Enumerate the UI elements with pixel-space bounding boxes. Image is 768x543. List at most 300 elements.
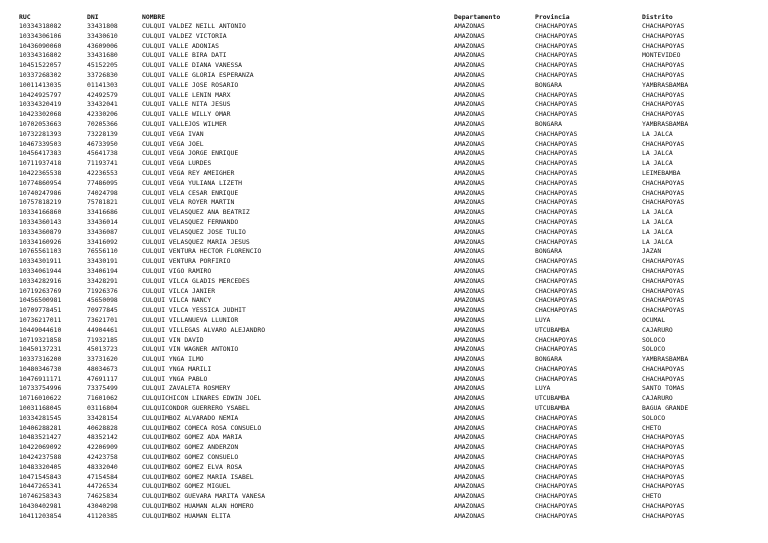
nombre-cell: CULQUI VILLEGAS ALVARO ALEJANDRO <box>142 325 266 334</box>
distrito-cell: LEIMEBAMBA <box>642 168 681 177</box>
dni-cell: 71193741 <box>87 159 118 168</box>
distrito-cell: BAGUA GRANDE <box>642 404 689 413</box>
table-row <box>19 120 752 130</box>
departamento-cell: AMAZONAS <box>454 404 485 413</box>
dni-cell: 45641738 <box>87 149 118 158</box>
nombre-cell: CULQUIMBOZ GOMEZ MARIA ISABEL <box>142 472 254 481</box>
dni-cell: 47691117 <box>87 374 118 383</box>
provincia-cell: CHACHAPOYAS <box>535 227 578 236</box>
dni-cell: 03116804 <box>87 404 118 413</box>
nombre-cell: CULQUI VEGA YULIANA LIZETH <box>142 178 243 187</box>
dni-cell: 46733950 <box>87 139 118 148</box>
ruc-cell: 10337316200 <box>19 355 62 364</box>
distrito-cell: YAMBRASBAMBA <box>642 80 689 89</box>
provincia-cell: CHACHAPOYAS <box>535 178 578 187</box>
dni-cell: 73228139 <box>87 129 118 138</box>
ruc-cell: 10334301911 <box>19 257 62 266</box>
distrito-cell: CHACHAPOYAS <box>642 100 685 109</box>
departamento-cell: AMAZONAS <box>454 139 485 148</box>
table-row <box>19 100 752 110</box>
departamento-cell: AMAZONAS <box>454 325 485 334</box>
departamento-cell: AMAZONAS <box>454 22 485 30</box>
ruc-cell: 10449044610 <box>19 325 62 334</box>
dni-cell: 71926376 <box>87 286 118 295</box>
provincia-cell: CHACHAPOYAS <box>535 423 578 432</box>
table-row <box>19 424 752 434</box>
table-row <box>19 463 752 473</box>
departamento-cell: AMAZONAS <box>454 149 485 158</box>
departamento-cell: AMAZONAS <box>454 423 485 432</box>
table-header <box>19 12 752 22</box>
header-dni: DNI <box>87 13 99 21</box>
ruc-cell: 10334166860 <box>19 208 62 217</box>
nombre-cell: CULQUICHICON LINARES EDWIN JOEL <box>142 394 262 403</box>
nombre-cell: CULQUI VALLE WILLY OMAR <box>142 110 231 119</box>
ruc-cell: 10337268302 <box>19 70 62 79</box>
ruc-cell: 10480346730 <box>19 364 62 373</box>
table-row <box>19 267 752 277</box>
table-row <box>19 208 752 218</box>
ruc-cell: 10334360879 <box>19 227 62 236</box>
departamento-cell: AMAZONAS <box>454 502 485 511</box>
header-nombre: NOMBRE <box>142 13 166 21</box>
departamento-cell: AMAZONAS <box>454 266 485 275</box>
table-row <box>19 502 752 512</box>
ruc-cell: 10719263769 <box>19 286 62 295</box>
nombre-cell: CULQUI VALDEZ VICTORIA <box>142 31 227 40</box>
dni-cell: 44904461 <box>87 325 118 334</box>
provincia-cell: CHACHAPOYAS <box>535 374 578 383</box>
ruc-cell: 10733754996 <box>19 384 62 393</box>
departamento-cell: AMAZONAS <box>454 257 485 266</box>
departamento-cell: AMAZONAS <box>454 492 485 501</box>
ruc-cell: 10471545843 <box>19 472 62 481</box>
departamento-cell: AMAZONAS <box>454 306 485 315</box>
nombre-cell: CULQUI YNGA ILMO <box>142 355 204 364</box>
nombre-cell: CULQUI VALLE LENIN MARX <box>142 90 231 99</box>
provincia-cell: CHACHAPOYAS <box>535 90 578 99</box>
provincia-cell: LUYA <box>535 384 551 393</box>
dni-cell: 45152205 <box>87 61 118 70</box>
provincia-cell: CHACHAPOYAS <box>535 276 578 285</box>
table-row <box>19 81 752 91</box>
provincia-cell: CHACHAPOYAS <box>535 433 578 442</box>
provincia-cell: BONGARA <box>535 247 562 256</box>
distrito-cell: CHACHAPOYAS <box>642 443 685 452</box>
table-row <box>19 277 752 287</box>
departamento-cell: AMAZONAS <box>454 217 485 226</box>
nombre-cell: CULQUI VALLE NITA JESUS <box>142 100 231 109</box>
ruc-cell: 10476911171 <box>19 374 62 383</box>
header-ruc: RUC <box>19 13 31 21</box>
nombre-cell: CULQUI VELASQUEZ JOSE TULIO <box>142 227 246 236</box>
ruc-cell: 10334360143 <box>19 217 62 226</box>
table-row <box>19 130 752 140</box>
departamento-cell: AMAZONAS <box>454 168 485 177</box>
distrito-cell: CHACHAPOYAS <box>642 90 685 99</box>
distrito-cell: CHACHAPOYAS <box>642 70 685 79</box>
provincia-cell: BONGARA <box>535 80 562 89</box>
departamento-cell: AMAZONAS <box>454 41 485 50</box>
distrito-cell: YAMBRASBAMBA <box>642 355 689 364</box>
ruc-cell: 10450137231 <box>19 345 62 354</box>
table-row <box>19 355 752 365</box>
nombre-cell: CULQUIMBOZ ALVARADO NEMIA <box>142 413 239 422</box>
nombre-cell: CULQUIMBOZ GOMEZ ELVA ROSA <box>142 462 243 471</box>
distrito-cell: CHACHAPOYAS <box>642 61 685 70</box>
dni-cell: 42330206 <box>87 110 118 119</box>
dni-cell: 01141303 <box>87 80 118 89</box>
provincia-cell: CHACHAPOYAS <box>535 168 578 177</box>
nombre-cell: CULQUI VALLE GLORIA ESPERANZA <box>142 70 254 79</box>
distrito-cell: CHETO <box>642 423 662 432</box>
nombre-cell: CULQUI VALLE JOSE ROSARIO <box>142 80 239 89</box>
dni-cell: 71932185 <box>87 335 118 344</box>
distrito-cell: CHACHAPOYAS <box>642 41 685 50</box>
table-row <box>19 492 752 502</box>
ruc-cell: 10467339503 <box>19 139 62 148</box>
departamento-cell: AMAZONAS <box>454 90 485 99</box>
table-row <box>19 51 752 61</box>
table-row <box>19 296 752 306</box>
distrito-cell: CHACHAPOYAS <box>642 31 685 40</box>
header-provincia: Provincia <box>535 13 570 21</box>
provincia-cell: UTCUBAMBA <box>535 325 570 334</box>
nombre-cell: CULQUI VEGA IVAN <box>142 129 204 138</box>
nombre-cell: CULQUI VALLEJOS WILMER <box>142 119 227 128</box>
dni-cell: 70205366 <box>87 119 118 128</box>
provincia-cell: CHACHAPOYAS <box>535 51 578 60</box>
table-row <box>19 414 752 424</box>
departamento-cell: AMAZONAS <box>454 129 485 138</box>
distrito-cell: SOLOCO <box>642 345 666 354</box>
departamento-cell: AMAZONAS <box>454 355 485 364</box>
nombre-cell: CULQUI VEGA LURDES <box>142 159 212 168</box>
distrito-cell: CHACHAPOYAS <box>642 198 685 207</box>
departamento-cell: AMAZONAS <box>454 335 485 344</box>
departamento-cell: AMAZONAS <box>454 433 485 442</box>
distrito-cell: CHACHAPOYAS <box>642 472 685 481</box>
ruc-cell: 10732281393 <box>19 129 62 138</box>
distrito-cell: CHACHAPOYAS <box>642 110 685 119</box>
dni-cell: 75781821 <box>87 198 118 207</box>
provincia-cell: UTCUBAMBA <box>535 404 570 413</box>
provincia-cell: CHACHAPOYAS <box>535 482 578 491</box>
provincia-cell: CHACHAPOYAS <box>535 413 578 422</box>
header-row <box>19 12 752 22</box>
provincia-cell: CHACHAPOYAS <box>535 100 578 109</box>
nombre-cell: CULQUI VEGA REY AMEIGHER <box>142 168 235 177</box>
departamento-cell: AMAZONAS <box>454 374 485 383</box>
departamento-cell: AMAZONAS <box>454 198 485 207</box>
dni-cell: 33428291 <box>87 276 118 285</box>
provincia-cell: CHACHAPOYAS <box>535 198 578 207</box>
table-row <box>19 316 752 326</box>
distrito-cell: CAJARURO <box>642 325 673 334</box>
distrito-cell: SANTO TOMAS <box>642 384 685 393</box>
table-row <box>19 159 752 169</box>
ruc-cell: 10456417383 <box>19 149 62 158</box>
provincia-cell: CHACHAPOYAS <box>535 296 578 305</box>
provincia-cell: CHACHAPOYAS <box>535 257 578 266</box>
nombre-cell: CULQUI VEGA JOEL <box>142 139 204 148</box>
table-row <box>19 306 752 316</box>
ruc-cell: 10736217011 <box>19 315 62 324</box>
table-row <box>19 91 752 101</box>
dni-cell: 48034673 <box>87 364 118 373</box>
header-distrito: Distrito <box>642 13 673 21</box>
nombre-cell: CULQUI VALLE BIRA DATI <box>142 51 227 60</box>
distrito-cell: SOLOCO <box>642 335 666 344</box>
departamento-cell: AMAZONAS <box>454 482 485 491</box>
nombre-cell: CULQUI VIGO RAMIRO <box>142 266 212 275</box>
departamento-cell: AMAZONAS <box>454 453 485 462</box>
ruc-cell: 10334320419 <box>19 100 62 109</box>
table-row <box>19 218 752 228</box>
table-row <box>19 384 752 394</box>
provincia-cell: CHACHAPOYAS <box>535 70 578 79</box>
departamento-cell: AMAZONAS <box>454 110 485 119</box>
nombre-cell: CULQUI VELASQUEZ ANA BEATRIZ <box>142 208 250 217</box>
provincia-cell: CHACHAPOYAS <box>535 237 578 246</box>
departamento-cell: AMAZONAS <box>454 394 485 403</box>
nombre-cell: CULQUI VALDEZ NEILL ANTONIO <box>142 22 246 30</box>
dni-cell: 33726830 <box>87 70 118 79</box>
distrito-cell: CHACHAPOYAS <box>642 257 685 266</box>
dni-cell: 74024798 <box>87 188 118 197</box>
departamento-cell: AMAZONAS <box>454 70 485 79</box>
table-row <box>19 453 752 463</box>
dni-cell: 33428154 <box>87 413 118 422</box>
ruc-cell: 10483521427 <box>19 433 62 442</box>
table-row <box>19 189 752 199</box>
table-row <box>19 345 752 355</box>
distrito-cell: CHACHAPOYAS <box>642 266 685 275</box>
departamento-cell: AMAZONAS <box>454 51 485 60</box>
departamento-cell: AMAZONAS <box>454 119 485 128</box>
provincia-cell: UTCUBAMBA <box>535 394 570 403</box>
distrito-cell: CHACHAPOYAS <box>642 188 685 197</box>
departamento-cell: AMAZONAS <box>454 296 485 305</box>
departamento-cell: AMAZONAS <box>454 364 485 373</box>
table-row <box>19 326 752 336</box>
distrito-cell: LA JALCA <box>642 159 673 168</box>
departamento-cell: AMAZONAS <box>454 178 485 187</box>
ruc-cell: 10774860954 <box>19 178 62 187</box>
nombre-cell: CULQUI VIN DAVID <box>142 335 204 344</box>
dni-cell: 47154584 <box>87 472 118 481</box>
nombre-cell: CULQUI YNGA MARILI <box>142 364 212 373</box>
nombre-cell: CULQUI VEGA JORGE ENRIQUE <box>142 149 239 158</box>
distrito-cell: CHACHAPOYAS <box>642 286 685 295</box>
provincia-cell: CHACHAPOYAS <box>535 41 578 50</box>
distrito-cell: CHACHAPOYAS <box>642 364 685 373</box>
dni-cell: 41120385 <box>87 511 118 520</box>
provincia-cell: CHACHAPOYAS <box>535 31 578 40</box>
dni-cell: 70977845 <box>87 306 118 315</box>
table-row <box>19 473 752 483</box>
departamento-cell: AMAZONAS <box>454 61 485 70</box>
provincia-cell: CHACHAPOYAS <box>535 492 578 501</box>
provincia-cell: CHACHAPOYAS <box>535 217 578 226</box>
nombre-cell: CULQUI VELASQUEZ MARIA JESUS <box>142 237 250 246</box>
departamento-cell: AMAZONAS <box>454 462 485 471</box>
dni-cell: 33436014 <box>87 217 118 226</box>
nombre-cell: CULQUIMBOZ COMECA ROSA CONSUELO <box>142 423 262 432</box>
nombre-cell: CULQUIMBOZ GUEVARA MARITA VANESA <box>142 492 266 501</box>
distrito-cell: MONTEVIDEO <box>642 51 681 60</box>
distrito-cell: LA JALCA <box>642 237 673 246</box>
ruc-cell: 10334061944 <box>19 266 62 275</box>
provincia-cell: CHACHAPOYAS <box>535 139 578 148</box>
nombre-cell: CULQUIMBOZ GOMEZ ADA MARIA <box>142 433 243 442</box>
nombre-cell: CULQUI YNGA PABLO <box>142 374 208 383</box>
table-row <box>19 61 752 71</box>
distrito-cell: CHACHAPOYAS <box>642 276 685 285</box>
ruc-cell: 10334281545 <box>19 413 62 422</box>
ruc-cell: 10031168045 <box>19 404 62 413</box>
ruc-cell: 10424237588 <box>19 453 62 462</box>
nombre-cell: CULQUICONDOR GUERRERO YSABEL <box>142 404 250 413</box>
table-row <box>19 228 752 238</box>
ruc-cell: 10334306106 <box>19 31 62 40</box>
table-row <box>19 149 752 159</box>
table-body <box>19 22 752 522</box>
dni-cell: 48332040 <box>87 462 118 471</box>
table-row <box>19 179 752 189</box>
table-row <box>19 257 752 267</box>
ruc-cell: 10334160926 <box>19 237 62 246</box>
dni-cell: 76556110 <box>87 247 118 256</box>
table-row <box>19 238 752 248</box>
distrito-cell: CHACHAPOYAS <box>642 306 685 315</box>
nombre-cell: CULQUI VELA CESAR ENRIQUE <box>142 188 239 197</box>
departamento-cell: AMAZONAS <box>454 31 485 40</box>
departamento-cell: AMAZONAS <box>454 188 485 197</box>
ruc-cell: 10765561103 <box>19 247 62 256</box>
provincia-cell: CHACHAPOYAS <box>535 335 578 344</box>
nombre-cell: CULQUI VIN WAGNER ANTONIO <box>142 345 239 354</box>
nombre-cell: CULQUI VILLANUEVA LLUNIOR <box>142 315 239 324</box>
provincia-cell: CHACHAPOYAS <box>535 110 578 119</box>
dni-cell: 74625834 <box>87 492 118 501</box>
departamento-cell: AMAZONAS <box>454 315 485 324</box>
taxpayer-table <box>19 12 752 522</box>
nombre-cell: CULQUIMBOZ GOMEZ ANDERZON <box>142 443 239 452</box>
dni-cell: 33431808 <box>87 22 118 30</box>
table-row <box>19 404 752 414</box>
dni-cell: 33430610 <box>87 31 118 40</box>
dni-cell: 42423758 <box>87 453 118 462</box>
departamento-cell: AMAZONAS <box>454 80 485 89</box>
departamento-cell: AMAZONAS <box>454 237 485 246</box>
ruc-cell: 10422365538 <box>19 168 62 177</box>
table-row <box>19 365 752 375</box>
dni-cell: 42236553 <box>87 168 118 177</box>
departamento-cell: AMAZONAS <box>454 413 485 422</box>
ruc-cell: 10740247986 <box>19 188 62 197</box>
table-row <box>19 247 752 257</box>
ruc-cell: 10709778451 <box>19 306 62 315</box>
departamento-cell: AMAZONAS <box>454 100 485 109</box>
ruc-cell: 10436090060 <box>19 41 62 50</box>
provincia-cell: CHACHAPOYAS <box>535 453 578 462</box>
table-row <box>19 110 752 120</box>
distrito-cell: OCUMAL <box>642 315 666 324</box>
dni-cell: 43040298 <box>87 502 118 511</box>
ruc-cell: 10423302068 <box>19 110 62 119</box>
nombre-cell: CULQUI VILCA GLADIS MERCEDES <box>142 276 250 285</box>
provincia-cell: BONGARA <box>535 355 562 364</box>
dni-cell: 42206909 <box>87 443 118 452</box>
distrito-cell: CHACHAPOYAS <box>642 453 685 462</box>
ruc-cell: 10422069092 <box>19 443 62 452</box>
departamento-cell: AMAZONAS <box>454 443 485 452</box>
distrito-cell: LA JALCA <box>642 217 673 226</box>
ruc-cell: 10757818219 <box>19 198 62 207</box>
distrito-cell: CHACHAPOYAS <box>642 374 685 383</box>
dni-cell: 33430191 <box>87 257 118 266</box>
nombre-cell: CULQUIMBOZ GOMEZ CONSUELO <box>142 453 239 462</box>
nombre-cell: CULQUI VELASQUEZ FERNANDO <box>142 217 239 226</box>
distrito-cell: LA JALCA <box>642 208 673 217</box>
table-row <box>19 336 752 346</box>
nombre-cell: CULQUI VILCA JANIER <box>142 286 216 295</box>
ruc-cell: 10334318082 <box>19 22 62 30</box>
distrito-cell: LA JALCA <box>642 227 673 236</box>
dni-cell: 73621701 <box>87 315 118 324</box>
dni-cell: 33416092 <box>87 237 118 246</box>
ruc-cell: 10430402981 <box>19 502 62 511</box>
distrito-cell: YAMBRASBAMBA <box>642 119 689 128</box>
nombre-cell: CULQUI VENTURA HECTOR FLORENCIO <box>142 247 262 256</box>
distrito-cell: CHETO <box>642 492 662 501</box>
departamento-cell: AMAZONAS <box>454 286 485 295</box>
distrito-cell: CHACHAPOYAS <box>642 482 685 491</box>
distrito-cell: LA JALCA <box>642 129 673 138</box>
ruc-cell: 10702053663 <box>19 119 62 128</box>
ruc-cell: 10411203854 <box>19 511 62 520</box>
dni-cell: 33436087 <box>87 227 118 236</box>
departamento-cell: AMAZONAS <box>454 276 485 285</box>
provincia-cell: BONGARA <box>535 119 562 128</box>
provincia-cell: CHACHAPOYAS <box>535 502 578 511</box>
provincia-cell: CHACHAPOYAS <box>535 443 578 452</box>
ruc-cell: 10447265341 <box>19 482 62 491</box>
provincia-cell: CHACHAPOYAS <box>535 188 578 197</box>
provincia-cell: CHACHAPOYAS <box>535 286 578 295</box>
ruc-cell: 10451522057 <box>19 61 62 70</box>
dni-cell: 40628828 <box>87 423 118 432</box>
provincia-cell: CHACHAPOYAS <box>535 149 578 158</box>
distrito-cell: CAJARURO <box>642 394 673 403</box>
dni-cell: 33432041 <box>87 100 118 109</box>
provincia-cell: CHACHAPOYAS <box>535 472 578 481</box>
ruc-cell: 10746258343 <box>19 492 62 501</box>
distrito-cell: CHACHAPOYAS <box>642 462 685 471</box>
provincia-cell: CHACHAPOYAS <box>535 511 578 520</box>
provincia-cell: CHACHAPOYAS <box>535 462 578 471</box>
dni-cell: 45013723 <box>87 345 118 354</box>
table-row <box>19 22 752 32</box>
table-row <box>19 198 752 208</box>
provincia-cell: CHACHAPOYAS <box>535 345 578 354</box>
ruc-cell: 10334282916 <box>19 276 62 285</box>
departamento-cell: AMAZONAS <box>454 345 485 354</box>
nombre-cell: CULQUIMBOZ HUAMAN ELITA <box>142 511 231 520</box>
provincia-cell: CHACHAPOYAS <box>535 129 578 138</box>
ruc-cell: 10483320405 <box>19 462 62 471</box>
